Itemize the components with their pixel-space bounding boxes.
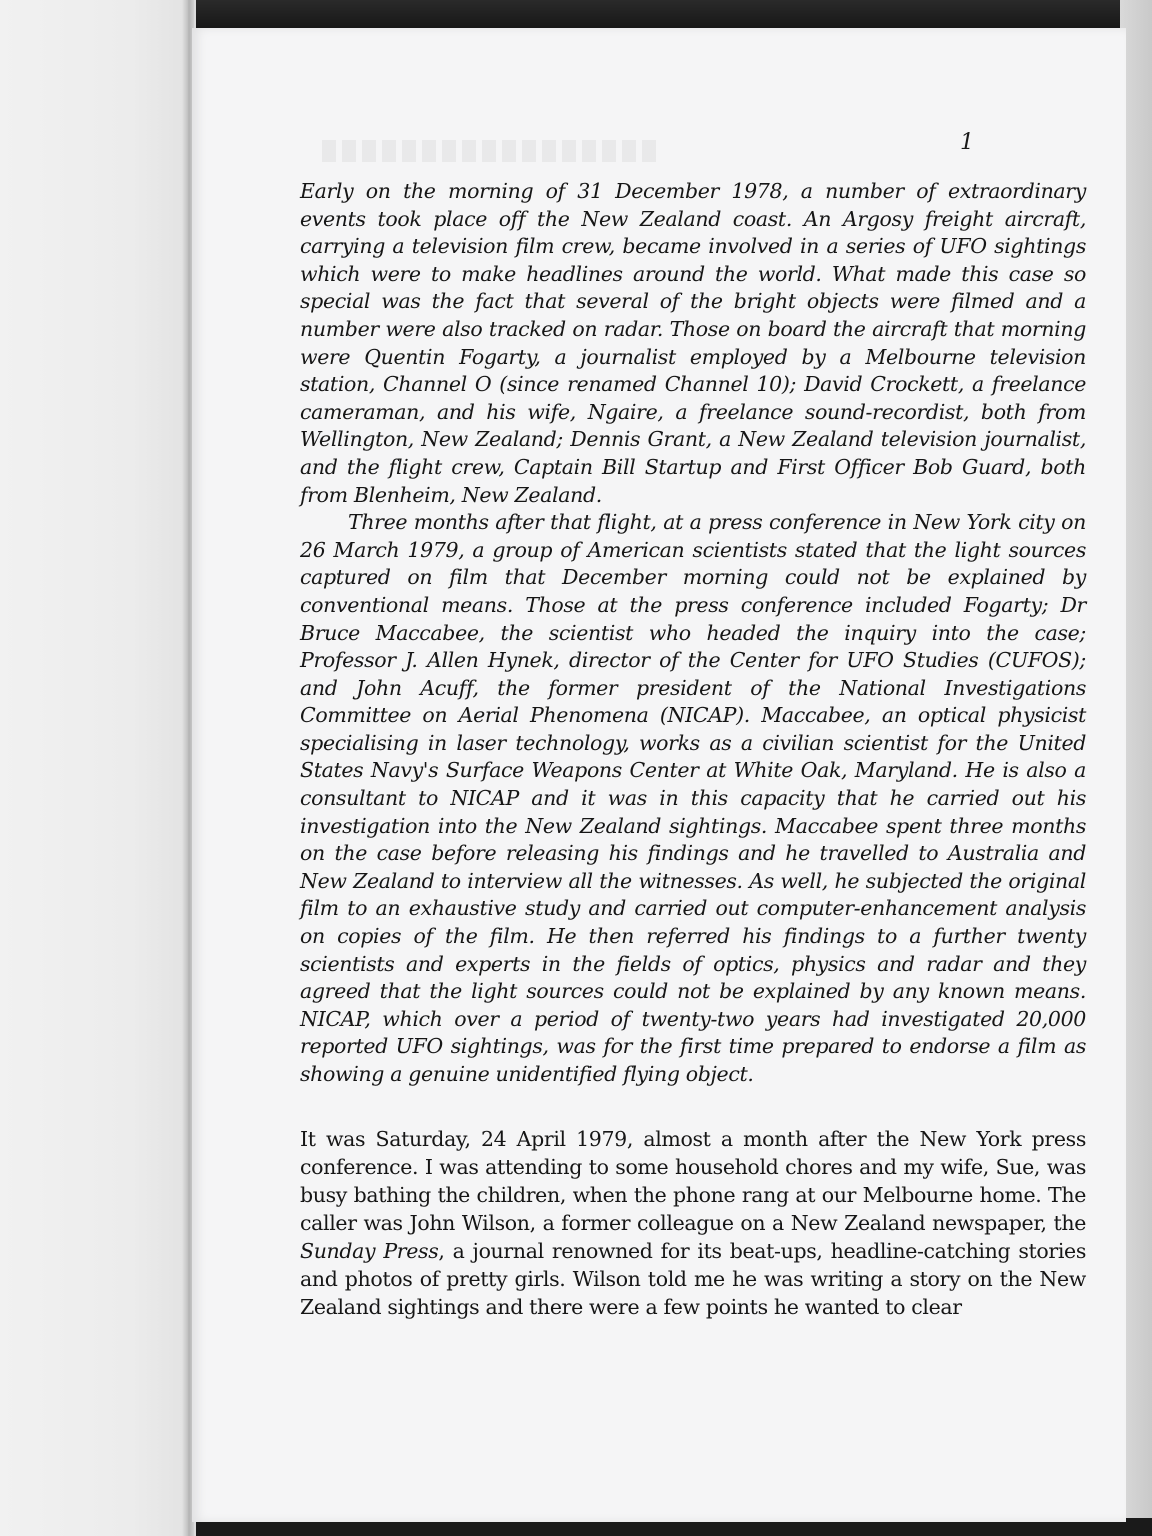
book-page — [192, 28, 1126, 1522]
show-through-running-head — [322, 140, 662, 162]
chapter-paragraph — [300, 1125, 1086, 1321]
chapter-paragraph-text-start: It was Saturday, 24 April 1979, almost a month after the New York press conference. I was attending to some household chores and my wife, Sue, was busy bathing the children, when the phone rang at our Melbourne home. The caller was John Wilson, a former colleague on a New Zealand newspaper, the — [300, 1126, 1086, 1235]
intro-paragraph-1: Early on the morning of 31 December 1978, a number of extraordinary events took place off the New Zealand coast. An Argosy freight aircraft, carrying a television film crew, became involved in a series of UFO sightings which were to make headlines around the world. What made this case so special was the fact that several of the bright objects were filmed and a number were also tracked on radar. Those on board the aircraft that morning were Quentin Fogarty, a journalist employed by a Melbourne television station, Channel O (since renamed Channel 10); David Crockett, a freelance cameraman, and his wife, Ngaire, a freelance sound-recordist, both from Wellington, New Zealand; Dennis Grant, a New Zealand television journalist, and the flight crew, Captain Bill Startup and First Officer Bob Guard, both from Blenheim, New Zealand. — [300, 179, 1086, 507]
chapter-paragraph-text-end: , a journal renowned for its beat-ups, headline-catching stories and photos of pretty girls. Wilson told me he was writing a story on the New Zealand sightings and there were a few points he wanted to clear — [300, 1238, 1086, 1319]
page-number: 1 — [960, 130, 974, 155]
facing-page — [0, 0, 188, 1536]
intro-paragraph-2: Three months after that flight, at a press conference in New York city on 26 March 1979, a group of American scientists stated that the light sources captured on film that December morning could not be explained by conventional means. Those at the press conference included Fogarty; Dr Bruce Maccabee, the scientist who headed the inquiry into the case; Professor J. Allen Hynek, director of the Center for UFO Studies (CUFOS); and John Acuff, the former president of the National Investigations Committee on Aerial Phenomena (NICAP). Maccabee, an optical physicist specialising in laser technology, works as a civilian scientist for the United States Navy's Surface Weapons Center at White Oak, Maryland. He is also a consultant to NICAP and it was in this capacity that he carried out his investigation into the New Zealand sightings. Maccabee spent three months on the case before releasing his findings and he travelled to Australia and New Zealand to interview all the witnesses. As well, he subjected the original film to an exhaustive study and carried out computer-enhancement analysis on copies of the film. He then referred his findings to a further twenty scientists and experts in the fields of optics, physics and radar and they agreed that the light sources could not be explained by any known means. NICAP, which over a period of twenty-two years had investigated 20,000 reported UFO sightings, was for the first time prepared to endorse a film as showing a genuine unidentified flying object. — [300, 510, 1086, 1086]
body-text — [300, 178, 1086, 1321]
newspaper-title: Sunday Press — [300, 1238, 439, 1263]
